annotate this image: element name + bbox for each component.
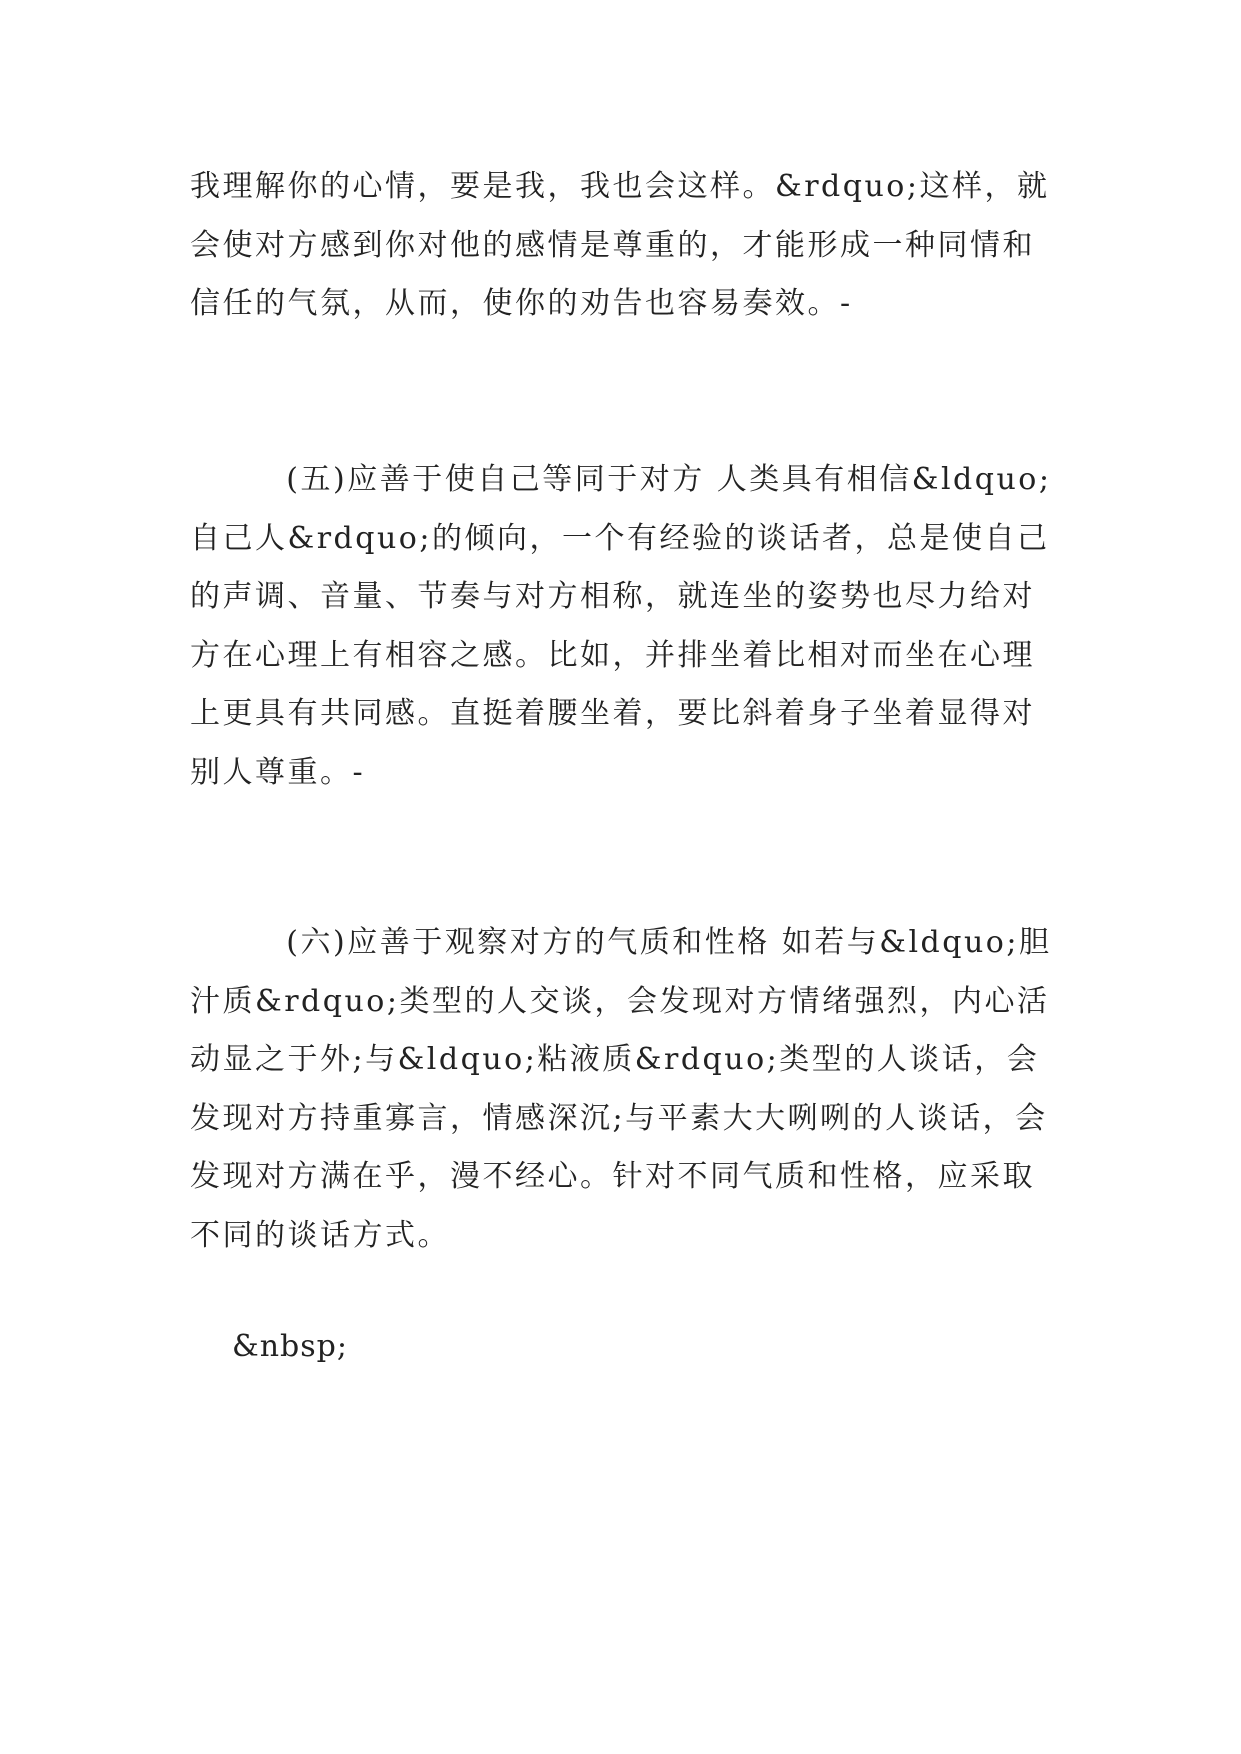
paragraph-2: (五)应善于使自己等同于对方 人类具有相信&ldquo;自己人&rdquo;的倾向，一个有经验的谈话者，总是使自己的声调、音量、节奏与对方相称，就连坐的姿势也尽力给对方在心理上有相容之感。比如，并排坐着比相对而坐在心理上更具有共同感。直挺着腰坐着，要比斜着身子坐着显得对别人尊重。- [190, 462, 1052, 790]
paragraph-1: 我理解你的心情，要是我，我也会这样。&rdquo;这样，就会使对方感到你对他的感情是尊重的，才能形成一种同情和信任的气氛，从而，使你的劝告也容易奏效。- [190, 169, 1050, 321]
trailing-nbsp-text: &nbsp; [232, 1329, 348, 1364]
paragraph-3: (六)应善于观察对方的气质和性格 如若与&ldquo;胆汁质&rdquo;类型的人交谈，会发现对方情绪强烈，内心活动显之于外;与&ldquo;粘液质&rdquo;类型的人谈话，会发现对方持重寡言，情感深沉;与平素大大咧咧的人谈话，会发现对方满在乎，漫不经心。针对不同气质和性格，应采取不同的谈话方式。 [190, 925, 1052, 1253]
